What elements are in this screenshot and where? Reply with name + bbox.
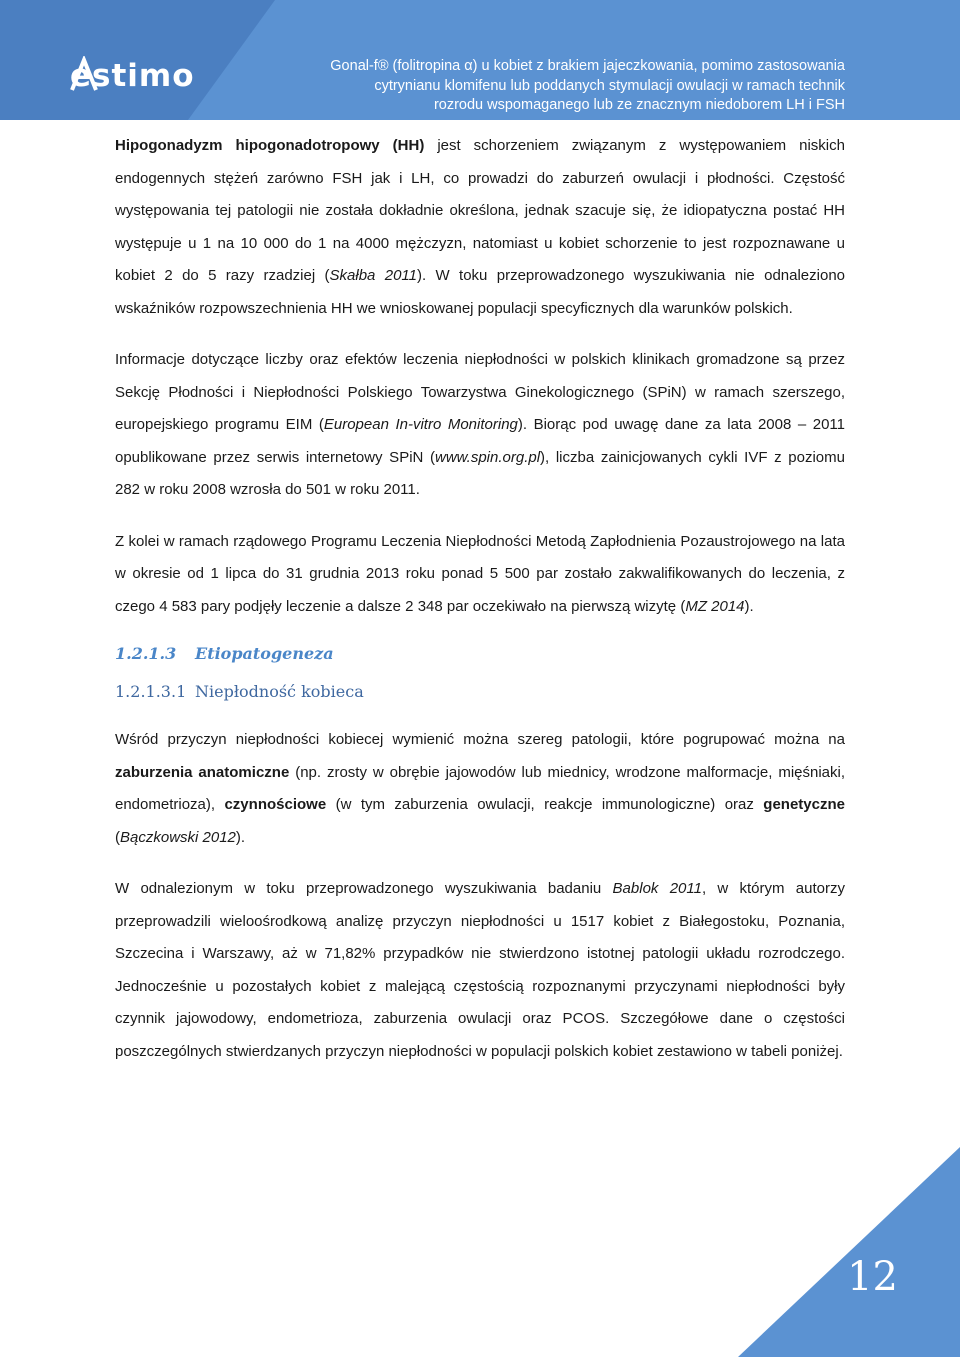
text-run: ), liczba zainicjowanych cykli IVF z poziomu 282 w roku 2008 wzrosła do 501 w roku 2011.	[115, 448, 845, 498]
document-title-line: cytrynianu klomifenu lub poddanych stymulacji owulacji w ramach technik	[374, 77, 845, 94]
heading-text: Etiopatogeneza	[195, 644, 334, 663]
logo-lambda-icon	[70, 56, 98, 92]
citation: Skałba 2011	[329, 267, 418, 284]
text-run: jest schorzeniem związanym z występowaniem niskich endogennych stężeń zarówno FSH jak i LH, co prowadzi do zaburzeń owulacji i płodności. Częstość występowania tej patologii nie została dokładnie określona, jednak szacuje się, że idiopatyczna postać HH występuje u 1 na 10 000 do 1 na 4000 mężczyzn, natomiast u kobiet schorzenie to jest rozpoznawane u kobiet 2 do 5 razy rzadziej (	[115, 137, 845, 284]
corner-decoration	[738, 1147, 960, 1357]
bold-term: zaburzenia anatomiczne	[115, 763, 290, 781]
paragraph-causes	[115, 724, 845, 854]
website-link[interactable]: www.spin.org.pl	[435, 448, 541, 466]
text-run: ).	[744, 597, 754, 615]
heading-number: 1.2.1.3.1	[115, 682, 187, 701]
paragraph-spin	[115, 344, 845, 507]
heading-nieplodnosc-kobieca	[115, 680, 845, 704]
heading-etiopatogeneza	[115, 642, 845, 666]
text-run: ).	[235, 828, 246, 846]
page-number: 12	[847, 1254, 898, 1300]
paragraph-hh	[115, 130, 845, 325]
text-run: (np. zrosty w obrębie jajowodów lub miednicy, wrodzone malformacje, mięśniaki, endometrioza),	[115, 763, 846, 813]
bold-term: Hipogonadyzm hipogonadotropowy (HH)	[115, 137, 425, 154]
citation: Bączkowski 2012	[120, 828, 236, 846]
header-band	[0, 0, 960, 120]
document-title-line: Gonal-f® (folitropina α) u kobiet z brakiem jajeczkowania, pomimo zastosowania	[330, 58, 845, 74]
heading-number: 1.2.1.3	[115, 644, 177, 663]
logo-text: estimo	[70, 58, 195, 94]
text-run: ). W toku przeprowadzonego wyszukiwania nie odnaleziono wskaźników rozpowszechnienia HH we wnioskowanej populacji specyficznych dla warunków polskich.	[115, 267, 846, 317]
text-run: (	[115, 828, 120, 846]
page-content	[115, 130, 845, 1087]
italic-term: European In-vitro Monitoring	[323, 416, 518, 433]
bold-term: genetyczne	[763, 796, 845, 813]
heading-text: Niepłodność kobieca	[195, 682, 364, 701]
paragraph-program	[115, 526, 845, 624]
text-run: , w którym autorzy przeprowadzili wieloośrodkową analizę przyczyn niepłodności u 1517 kobiet z Białegostoku, Poznania, Szczecina i Warszawy, aż w 71,82% przypadków nie stwierdzono istotnej patologii układu rozrodczego. Jednocześnie u pozostałych kobiet z malejącą częstością rozpoznanymi przyczynami niepłodności były czynnik jajowodowy, endometrioza, zaburzenia owulacji oraz PCOS. Szczegółowe dane o częstości poszczególnych stwierdzanych przyczyn niepłodności w populacji polskich kobiet zestawiono w tabeli poniżej.	[115, 880, 845, 1060]
citation: Bablok 2011	[612, 880, 702, 897]
estimo-logo	[70, 56, 195, 96]
bold-term: czynnościowe	[224, 796, 327, 813]
document-title-line: rozrodu wspomaganego lub ze znacznym niedoborem LH i FSH	[433, 97, 845, 113]
text-run: W odnalezionym w toku przeprowadzonego wyszukiwania badaniu	[115, 880, 613, 897]
document-title	[330, 57, 845, 116]
text-run: (w tym zaburzenia owulacji, reakcje immunologiczne) oraz	[326, 796, 764, 813]
text-run: Wśród przyczyn niepłodności kobiecej wymienić można szereg patologii, które pogrupować można na	[115, 731, 845, 748]
text-run: Z kolei w ramach rządowego Programu Leczenia Niepłodności Metodą Zapłodnienia Pozaustrojowego na lata w okresie od 1 lipca do 31 grudnia 2013 roku ponad 5 500 par zostało zakwalifikowanych do leczenia, z czego 4 583 pary podjęły leczenie a dalsze 2 348 par oczekiwało na pierwszą wizytę (	[115, 532, 845, 615]
text-run: ). Biorąc pod uwagę dane za lata 2008 – 2011 opublikowane przez serwis internetowy SPiN (	[115, 416, 846, 466]
paragraph-bablok	[115, 873, 845, 1068]
citation: MZ 2014	[685, 597, 745, 615]
text-run: Informacje dotyczące liczby oraz efektów leczenia niepłodności w polskich klinikach gromadzone są przez Sekcję Płodności i Niepłodności Polskiego Towarzystwa Ginekologicznego (SPiN) w ramach szerszego, europejskiego programu EIM (	[115, 351, 845, 433]
